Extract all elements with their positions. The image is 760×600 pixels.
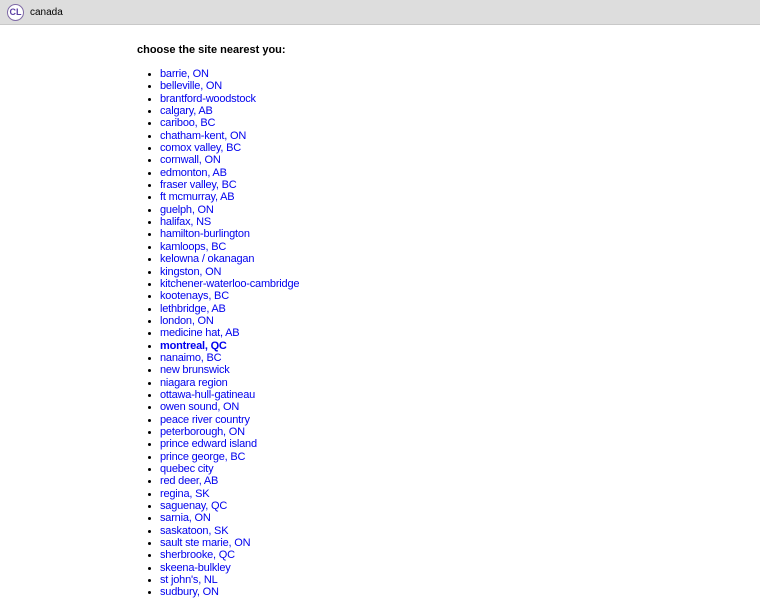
site-link[interactable]: chatham-kent, ON (160, 129, 247, 142)
list-item (160, 216, 299, 228)
site-link[interactable]: peterborough, ON (160, 425, 245, 438)
list-item (160, 290, 299, 302)
list-item (160, 401, 299, 413)
list-item (160, 574, 299, 586)
site-link[interactable]: saguenay, QC (160, 500, 228, 513)
list-item (160, 377, 299, 389)
site-link[interactable]: kootenays, BC (160, 290, 229, 303)
site-link[interactable]: london, ON (160, 314, 214, 327)
list-item (160, 549, 299, 561)
list-item (160, 586, 299, 598)
site-link[interactable]: cariboo, BC (160, 117, 216, 130)
site-link[interactable]: kelowna / okanagan (160, 253, 255, 266)
site-link[interactable]: calgary, AB (160, 105, 213, 118)
site-link[interactable]: kamloops, BC (160, 240, 227, 253)
site-link[interactable]: sarnia, ON (160, 512, 211, 525)
list-item (160, 525, 299, 537)
list-item (160, 340, 299, 352)
list-item (160, 266, 299, 278)
list-item (160, 512, 299, 524)
site-link[interactable]: peace river country (160, 413, 250, 426)
site-link[interactable]: cornwall, ON (160, 154, 221, 167)
site-link[interactable]: nanaimo, BC (160, 351, 222, 364)
top-bar (0, 0, 760, 25)
list-item (160, 303, 299, 315)
list-item (160, 241, 299, 253)
site-link[interactable]: sault ste marie, ON (160, 537, 251, 550)
site-link[interactable]: barrie, ON (160, 68, 209, 80)
site-link[interactable]: prince george, BC (160, 450, 246, 463)
list-item (160, 488, 299, 500)
list-item (160, 228, 299, 240)
site-link[interactable]: medicine hat, AB (160, 327, 240, 340)
list-item (160, 426, 299, 438)
page-title: choose the site nearest you: (137, 44, 286, 56)
list-item (160, 278, 299, 290)
list-item (160, 93, 299, 105)
list-item (160, 315, 299, 327)
list-item (160, 352, 299, 364)
list-item (160, 475, 299, 487)
site-link[interactable]: quebec city (160, 463, 214, 475)
list-item (160, 80, 299, 92)
site-link[interactable]: st john's, NL (160, 574, 218, 587)
area-name[interactable]: canada (30, 6, 63, 18)
site-link[interactable]: brantford-woodstock (160, 92, 256, 105)
site-link[interactable]: guelph, ON (160, 203, 214, 216)
list-item (160, 179, 299, 191)
list-item (160, 463, 299, 475)
list-item (160, 204, 299, 216)
list-item (160, 191, 299, 203)
list-item (160, 130, 299, 142)
site-link[interactable]: hamilton-burlington (160, 228, 250, 241)
site-link[interactable]: lethbridge, AB (160, 302, 226, 315)
list-item (160, 438, 299, 450)
site-list (137, 68, 299, 599)
site-link[interactable]: montreal, QC (160, 339, 227, 352)
list-item (160, 364, 299, 376)
site-link[interactable]: ft mcmurray, AB (160, 191, 235, 204)
list-item (160, 562, 299, 574)
list-item (160, 253, 299, 265)
list-item (160, 167, 299, 179)
site-link[interactable]: niagara region (160, 376, 228, 389)
list-item (160, 414, 299, 426)
craigslist-logo-icon[interactable]: CL (7, 4, 24, 21)
list-item (160, 451, 299, 463)
site-link[interactable]: halifax, NS (160, 216, 211, 229)
list-item (160, 389, 299, 401)
list-item (160, 68, 299, 80)
list-item (160, 327, 299, 339)
site-link[interactable]: prince edward island (160, 438, 257, 451)
list-item (160, 537, 299, 549)
site-chooser (137, 44, 299, 599)
list-item (160, 142, 299, 154)
list-item (160, 500, 299, 512)
site-link[interactable]: comox valley, BC (160, 142, 241, 155)
site-link[interactable]: ottawa-hull-gatineau (160, 388, 256, 401)
site-link[interactable]: kitchener-waterloo-cambridge (160, 277, 300, 290)
list-item (160, 117, 299, 129)
site-link[interactable]: belleville, ON (160, 80, 223, 93)
site-link[interactable]: skeena-bulkley (160, 561, 231, 574)
site-link[interactable]: sherbrooke, QC (160, 549, 235, 562)
site-link[interactable]: edmonton, AB (160, 166, 227, 179)
list-item (160, 154, 299, 166)
site-link[interactable]: owen sound, ON (160, 401, 240, 414)
site-link[interactable]: sudbury, ON (160, 586, 219, 599)
site-link[interactable]: regina, SK (160, 487, 210, 500)
site-link[interactable]: fraser valley, BC (160, 179, 237, 192)
list-item (160, 105, 299, 117)
site-link[interactable]: saskatoon, SK (160, 524, 229, 537)
site-link[interactable]: new brunswick (160, 364, 230, 377)
site-link[interactable]: red deer, AB (160, 475, 219, 488)
site-link[interactable]: kingston, ON (160, 265, 222, 278)
